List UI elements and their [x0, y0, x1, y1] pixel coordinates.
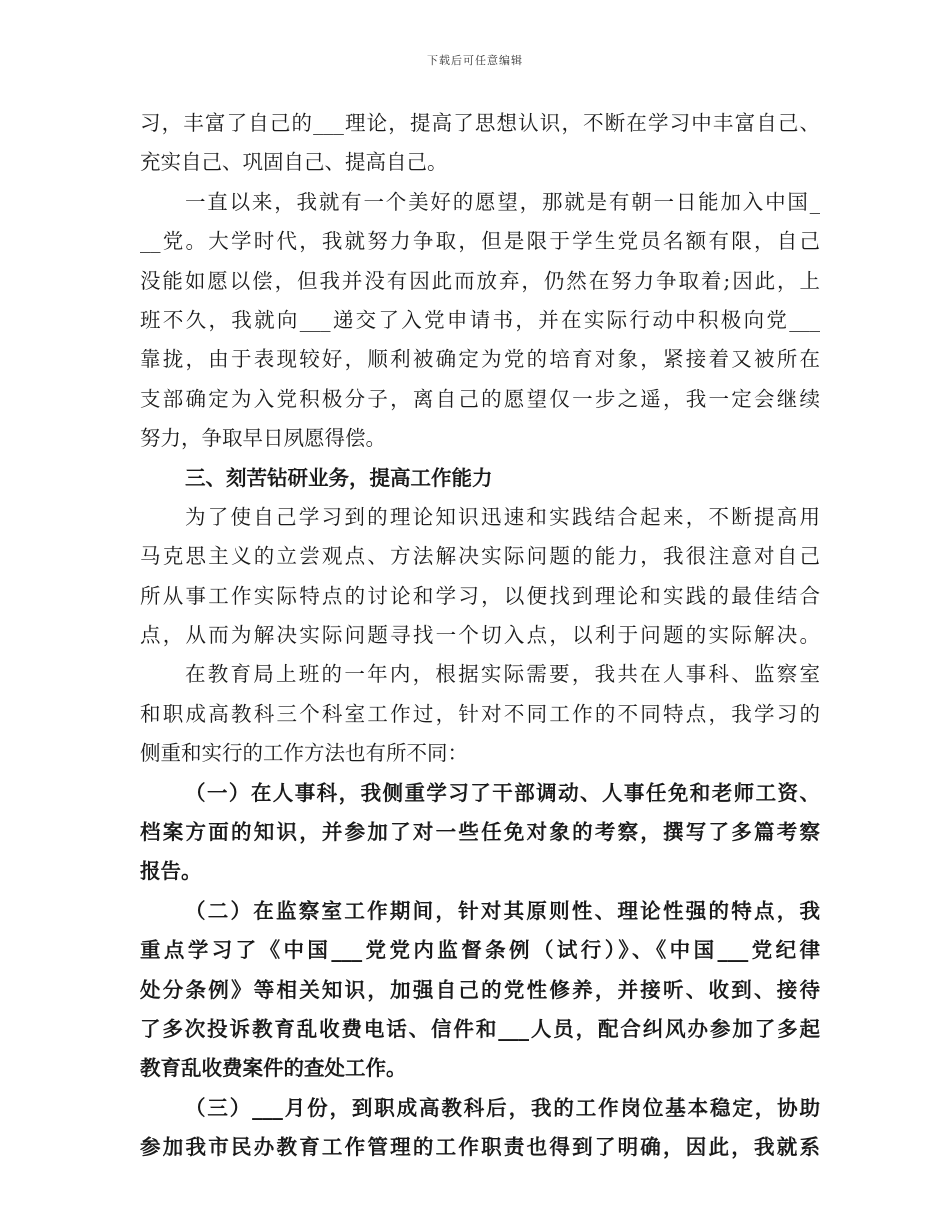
text-line: 和职成高教科三个科室工作过，针对不同工作的不同特点，我学习的	[140, 701, 820, 726]
text-line: 支部确定为入党积极分子，离自己的愿望仅一步之遥，我一定会继续	[140, 386, 820, 411]
text-line: 没能如愿以偿，但我并没有因此而放弃，仍然在努力争取着;因此，上	[140, 268, 820, 293]
document-body	[140, 104, 820, 1168]
text-line: 处分条例》等相关知识，加强自己的党性修养，并接听、收到、接待	[140, 977, 820, 1002]
text-line: 努力，争取早日夙愿得偿。	[140, 426, 386, 451]
text-line: 档案方面的知识，并参加了对一些任免对象的考察，撰写了多篇考察	[140, 820, 820, 845]
text-line: 为了使自己学习到的理论知识迅速和实践结合起来，不断提高用	[185, 504, 820, 529]
text-line: （一）在人事科，我侧重学习了干部调动、人事任免和老师工资、	[185, 780, 820, 805]
text-line: （三）___月份，到职成高教科后，我的工作岗位基本稳定，协助	[185, 1095, 820, 1120]
text-line: 靠拢，由于表现较好，顺利被确定为党的培育对象，紧接着又被所在	[140, 347, 820, 372]
text-line: 三、刻苦钻研业务，提高工作能力	[185, 465, 493, 490]
text-line: 报告。	[140, 859, 202, 884]
text-line: 马克思主义的立尝观点、方法解决实际问题的能力，我很注意对自己	[140, 544, 820, 569]
text-line: 参加我市民办教育工作管理的工作职责也得到了明确，因此，我就系	[140, 1135, 820, 1160]
text-line: 班不久，我就向___递交了入党申请书，并在实际行动中积极向党___	[140, 307, 820, 332]
text-line: 习，丰富了自己的___理论，提高了思想认识，不断在学习中丰富自己、	[140, 111, 820, 135]
text-line: 侧重和实行的工作方法也有所不同：	[140, 741, 468, 766]
text-line: 教育乱收费案件的查处工作。	[140, 1056, 407, 1081]
page-header: 下载后可任意编辑	[427, 54, 523, 67]
text-line: （二）在监察室工作期间，针对其原则性、理论性强的特点，我	[185, 898, 820, 923]
text-line: 了多次投诉教育乱收费电话、信件和___人员，配合纠风办参加了多起	[140, 1016, 820, 1041]
text-line: 重点学习了《中国___党党内监督条例（试行）》、《中国___党纪律	[140, 938, 820, 963]
text-line: 一直以来，我就有一个美好的愿望，那就是有朝一日能加入中国_	[185, 189, 820, 214]
text-line: 在教育局上班的一年内，根据实际需要，我共在人事科、监察室	[185, 662, 820, 687]
text-line: 充实自己、巩固自己、提高自己。	[140, 150, 448, 175]
text-line: 点，从而为解决实际问题寻找一个切入点，以利于问题的实际解决。	[140, 623, 820, 648]
text-line: __党。大学时代，我就努力争取，但是限于学生党员名额有限，自己	[140, 229, 820, 254]
text-line: 所从事工作实际特点的讨论和学习，以便找到理论和实践的最佳结合	[140, 583, 820, 608]
